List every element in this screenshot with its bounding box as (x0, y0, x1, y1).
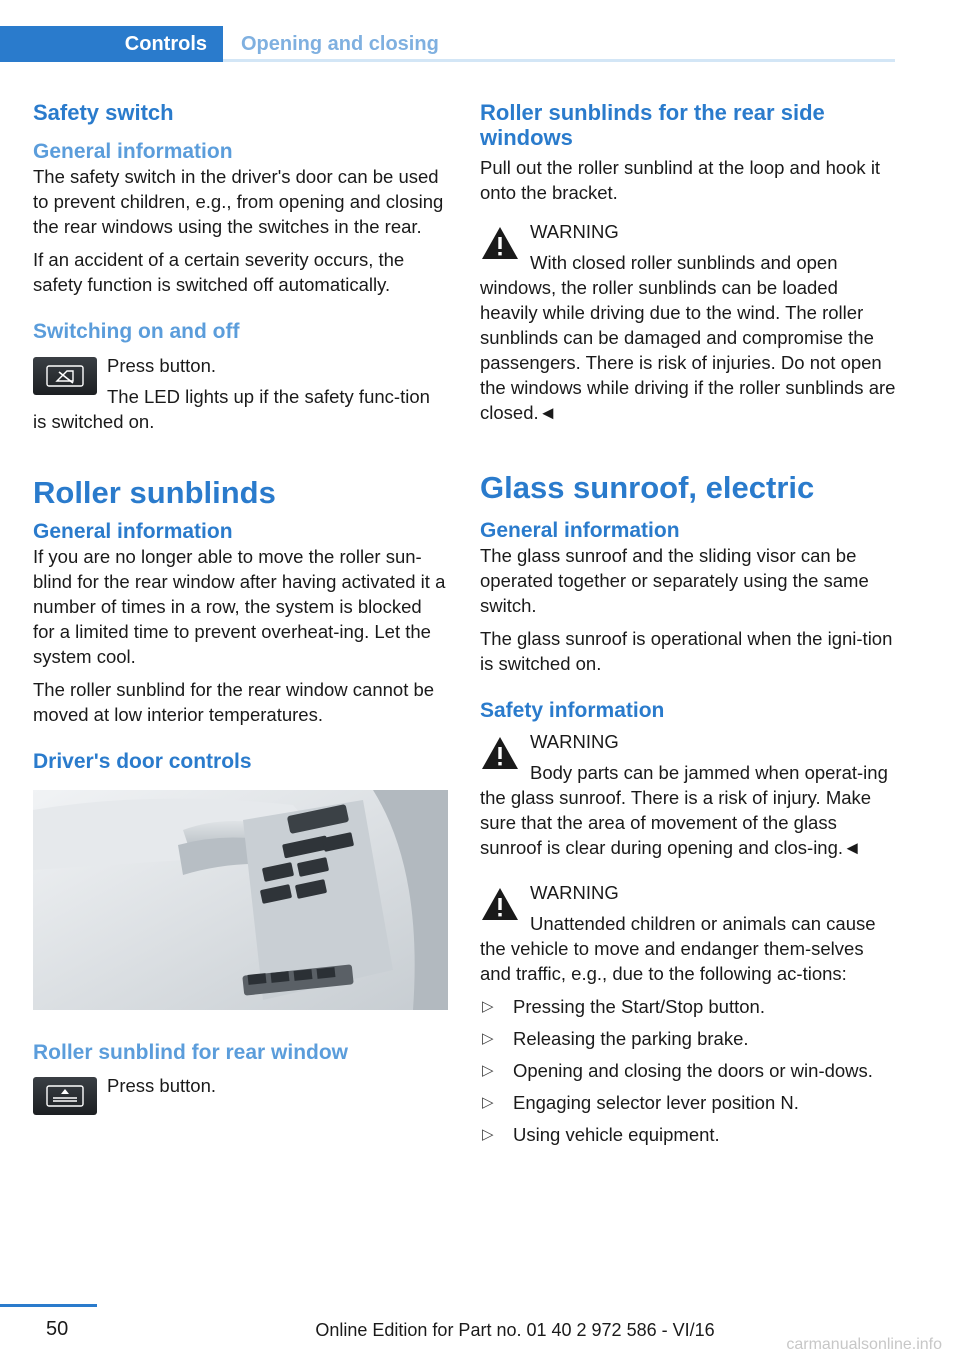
warning-label: WARNING (530, 882, 619, 904)
tab-controls-label: Controls (124, 32, 207, 55)
bullet-icon: ▷ (482, 1094, 494, 1112)
press-button-text: Press button. (107, 354, 217, 376)
warning-text: Body parts can be jammed when operat‐ing the glass sunroof. There is a risk of injury. Make sure that the area of movement of the glass sunroof is clear during opening and clos‐ing.◄ (480, 762, 888, 859)
bullet-icon: ▷ (482, 998, 494, 1016)
left-column (33, 100, 448, 1133)
paragraph: The glass sunroof is operational when the igni‐tion is switched on. (480, 627, 893, 674)
door-panel-illustration (33, 790, 448, 1010)
list-item: ▷ Pressing the Start/Stop button. (482, 996, 765, 1018)
switching-on-off-heading: Switching on and off (33, 320, 240, 344)
paragraph: Pull out the roller sunblind at the loop and hook it onto the bracket. (480, 156, 881, 203)
footer-edition: Online Edition for Part no. 01 40 2 972 586 - VI/16 (315, 1320, 715, 1340)
list-item: ▷ Opening and closing the doors or win‐dows. (482, 1060, 873, 1082)
paragraph: If an accident of a certain severity occurs, the safety function is switched off automatically. (33, 249, 405, 296)
safety-information-heading: Safety information (480, 698, 665, 722)
window-lock-button-icon (33, 357, 97, 395)
watermark: carmanualsonline.info (786, 1336, 942, 1353)
bullet-icon: ▷ (482, 1030, 494, 1048)
tab-controls[interactable] (0, 26, 223, 62)
rear-sunblind-instruction (33, 1073, 448, 1133)
glass-sunroof-heading: Glass sunroof, electric (480, 469, 815, 505)
warning-text: With closed roller sunblinds and open windows, the roller sunblinds can be loaded heavily while driving due to the wind. The roller sunblinds can be damaged and compromise the passengers. There is risk of injuries. Do not open the windows while driving if the roller sunblinds are closed.◄ (480, 251, 896, 423)
list-item: ▷ Engaging selector lever position N. (482, 1092, 799, 1114)
general-information-heading: General information (480, 518, 680, 542)
led-text: The LED lights up if the safety func‐tion is switched on. (33, 385, 430, 432)
warning-icon (480, 884, 520, 924)
press-button-text: Press button. (107, 1075, 217, 1097)
paragraph: If you are no longer able to move the roller sun‐blind for the rear window after having activated it a number of times in a row, the system is blocked for a limited time to prevent overheat‐ing. Let the system cool. (33, 546, 446, 668)
safety-switch-instruction (33, 353, 448, 434)
warning-label: WARNING (530, 220, 619, 242)
actions-list (480, 994, 896, 1147)
warning-block (480, 729, 896, 860)
drivers-door-photo (33, 790, 448, 1010)
warning-block (480, 219, 896, 425)
roller-sunblinds-heading: Roller sunblinds (33, 474, 276, 510)
general-information-heading: General information (33, 140, 233, 164)
rear-side-windows-heading: Roller sunblinds for the rear side windows (480, 100, 825, 151)
right-column (480, 100, 896, 1154)
list-item: ▷ Releasing the parking brake. (482, 1028, 749, 1050)
warning-icon (480, 733, 520, 773)
general-information-heading: General information (33, 519, 233, 543)
bullet-icon: ▷ (482, 1126, 494, 1144)
list-item: ▷ Using vehicle equipment. (482, 1124, 720, 1146)
paragraph: The safety switch in the driver's door can be used to prevent children, e.g., from opening and closing the rear windows using the switches in the rear. (33, 166, 444, 238)
paragraph: The glass sunroof and the sliding visor can be operated together or separately using the same switch. (480, 544, 869, 616)
roller-sunblind-rear-window-heading: Roller sunblind for rear window (33, 1041, 349, 1065)
warning-block (480, 880, 896, 986)
page-number: 50 (46, 1318, 69, 1340)
tab-opening-and-closing[interactable]: Opening and closing (241, 33, 439, 55)
bullet-icon: ▷ (482, 1062, 494, 1080)
warning-label: WARNING (530, 731, 619, 753)
warning-icon (480, 223, 520, 263)
safety-switch-heading: Safety switch (33, 100, 174, 125)
drivers-door-controls-heading: Driver's door controls (33, 750, 252, 774)
footer-rule (0, 1304, 97, 1307)
paragraph: The roller sunblind for the rear window cannot be moved at low interior temperatures. (33, 679, 435, 726)
sunblind-button-icon (33, 1077, 97, 1115)
warning-text: Unattended children or animals can cause the vehicle to move and endanger them‐selves and traffic, e.g., due to the following ac‐tions: (480, 913, 876, 985)
